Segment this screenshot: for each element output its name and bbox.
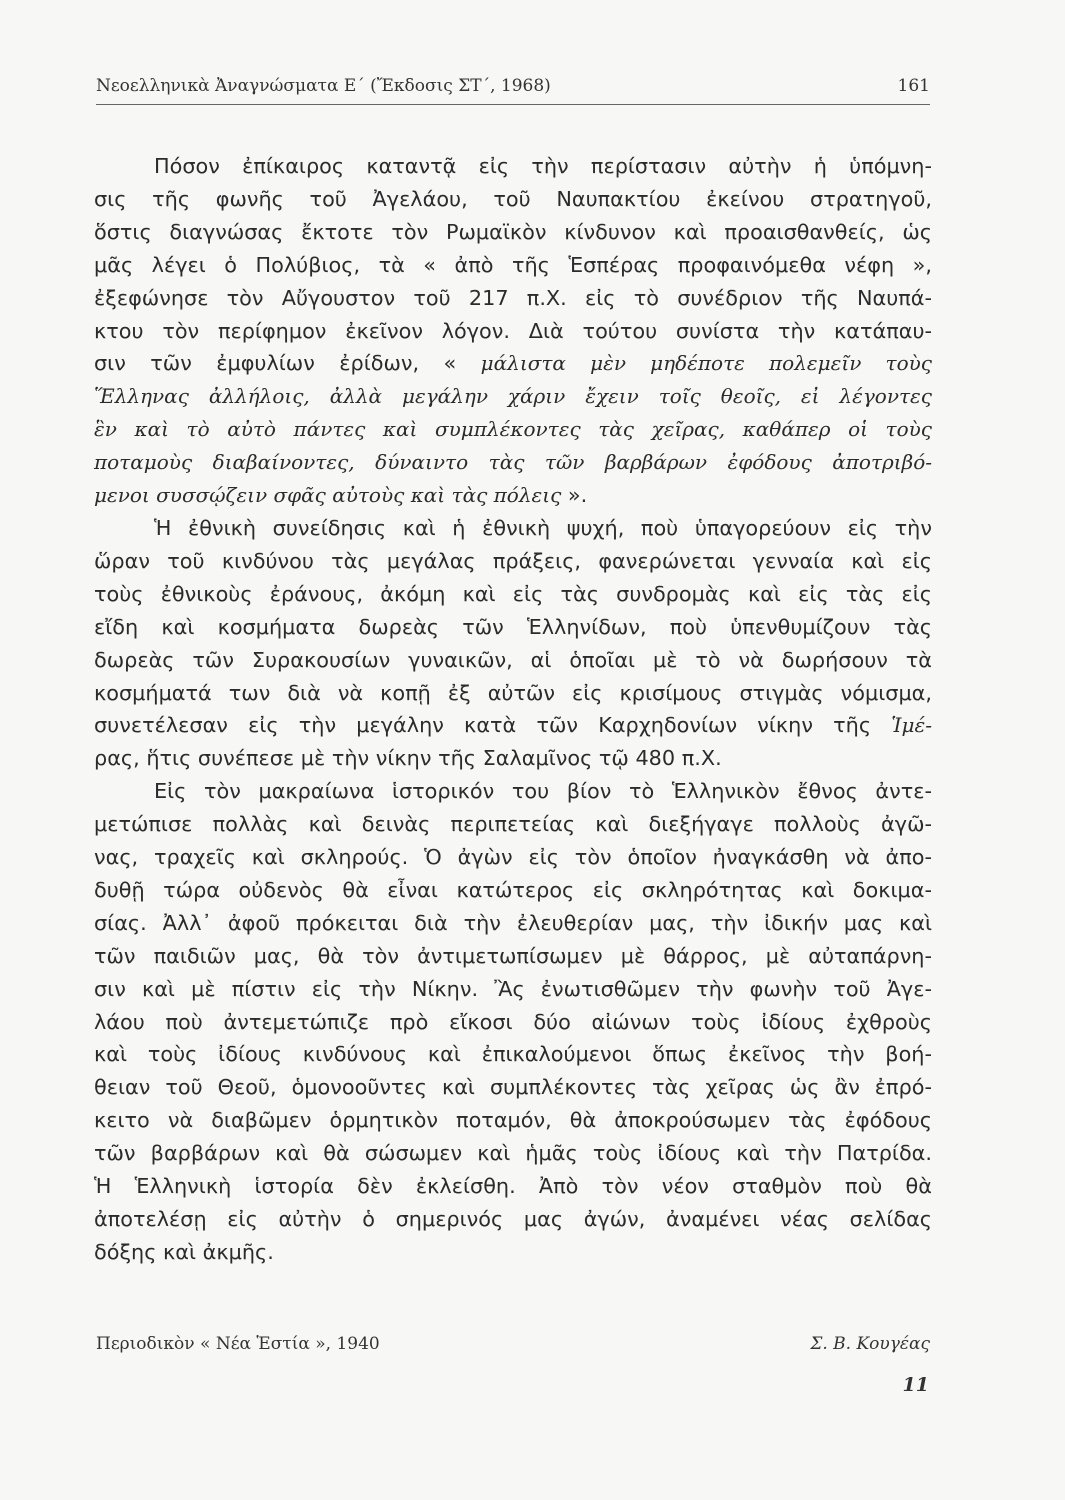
text-line: [94, 1236, 932, 1269]
line-text: λάου ποὺ ἀντεμετώπιζε πρὸ εἴκοσι δύο αἰώνων τοὺς ἰδίους ἐχθροὺς: [94, 1009, 932, 1034]
line-text: Ἡ Ἑλληνικὴ ἱστορία δὲν ἐκλείσθη. Ἀπὸ τὸν νέον σταθμὸν ποὺ θὰ: [94, 1174, 932, 1199]
quoted-italic-text: μάλιστα μὲν μηδέποτε πολεμεῖν τοὺς: [480, 351, 932, 376]
footer: [96, 1334, 930, 1354]
book-title: Νεοελληνικὰ Ἀναγνώσματα Ε΄ (Ἔκδοσις ΣΤ΄, 1968): [96, 76, 551, 96]
text-line: [94, 183, 932, 216]
line-text: ρας, ἥτις συνέπεσε μὲ τὴν νίκην τῆς Σαλαμῖνος τῷ 480 π.Χ.: [94, 746, 722, 771]
text-line: [94, 380, 932, 413]
line-text: δυθῇ τώρα οὐδενὸς θὰ εἶναι κατώτερος εἰς σκληρότητας καὶ δοκιμα-: [94, 877, 932, 902]
body-text: [94, 150, 932, 1269]
line-text: σιν τῶν ἐμφυλίων ἐρίδων, «: [94, 351, 481, 376]
line-text: δωρεὰς τῶν Συρακουσίων γυναικῶν, αἱ ὁποῖαι μὲ τὸ νὰ δωρήσουν τὰ: [94, 647, 932, 672]
line-text: ἀποτελέσῃ εἰς αὐτὴν ὁ σημερινός μας ἀγών, ἀναμένει νέας σελίδας: [94, 1207, 932, 1231]
line-text: δόξης καὶ ἀκμῆς.: [94, 1239, 274, 1264]
line-tail: ».: [561, 483, 588, 508]
text-line: [94, 1170, 932, 1203]
text-line: [94, 1006, 932, 1039]
quoted-italic-text: Ἕλληνας ἀλλήλοις, ἀλλὰ μεγάλην χάριν ἔχειν τοῖς θεοῖς, εἰ λέγοντες: [94, 384, 932, 409]
line-text: Πόσον ἐπίκαιρος καταντᾷ εἰς τὴν περίστασιν αὐτὴν ἡ ὑπόμνη-: [154, 154, 932, 178]
line-text: τῶν παιδιῶν μας, θὰ τὸν ἀντιμετωπίσωμεν μὲ θάρρος, μὲ αὐταπάρνη-: [94, 943, 932, 968]
text-line: [94, 282, 932, 315]
text-line: [94, 1203, 932, 1236]
text-line: [94, 150, 932, 183]
line-text: μᾶς λέγει ὁ Πολύβιος, τὰ « ἀπὸ τῆς Ἑσπέρας προφαινόμεθα νέφη »,: [94, 252, 932, 277]
line-text: κειτο νὰ διαβῶμεν ὁρμητικὸν ποταμόν, θὰ ἀποκρούσωμεν τὰς ἐφόδους: [94, 1108, 932, 1133]
line-text: νας, τραχεῖς καὶ σκληρούς. Ὁ ἀγὼν εἰς τὸν ὁποῖον ἠναγκάσθη νὰ ἀπο-: [94, 845, 932, 870]
line-text: σις τῆς φωνῆς τοῦ Ἀγελάου, τοῦ Ναυπακτίου ἐκείνου στρατηγοῦ,: [94, 186, 932, 211]
text-line: [94, 775, 932, 808]
line-text: κτου τὸν περίφημον ἐκεῖνον λόγον. Διὰ τούτου συνίστα τὴν κατάπαυ-: [94, 318, 932, 343]
text-line: [94, 1038, 932, 1071]
text-line: [94, 479, 932, 512]
line-text: εἴδη καὶ κοσμήματα δωρεὰς τῶν Ἑλληνίδων, ποὺ ὑπενθυμίζουν τὰς: [94, 614, 932, 639]
text-line: [94, 611, 932, 644]
text-line: [94, 874, 932, 907]
quoted-italic-text: ποταμοὺς διαβαίνοντες, δύναιντο τὰς τῶν βαρβάρων ἐφόδους ἀποτριβό-: [94, 450, 932, 475]
text-line: [94, 315, 932, 348]
text-line: [94, 677, 932, 710]
line-text: ὥραν τοῦ κινδύνου τὰς μεγάλας πράξεις, φανερώνεται γενναία καὶ εἰς: [94, 548, 932, 573]
text-line: [94, 1071, 932, 1104]
line-text: καὶ τοὺς ἰδίους κινδύνους καὶ ἐπικαλούμενοι ὅπως ἐκεῖνος τὴν βοή-: [94, 1042, 932, 1067]
text-line: [94, 216, 932, 249]
line-text: ὅστις διαγνώσας ἔκτοτε τὸν Ρωμαϊκὸν κίνδυνον καὶ προαισθανθείς, ὡς: [94, 219, 932, 244]
quoted-italic-text: μενοι συσσῴζειν σφᾶς αὐτοὺς καὶ τὰς πόλεις: [94, 483, 562, 508]
text-line: [94, 249, 932, 282]
line-text: μετώπισε πολλὰς καὶ δεινὰς περιπετείας καὶ διεξήγαγε πολλοὺς ἀγῶ-: [94, 812, 932, 837]
line-text: τοὺς ἐθνικοὺς ἐράνους, ἀκόμη καὶ εἰς τὰς συνδρομὰς καὶ εἰς τὰς εἰς: [94, 581, 932, 606]
text-line: [94, 1104, 932, 1137]
running-head: [96, 76, 930, 96]
line-text: ἐξεφώνησε τὸν Αὔγουστον τοῦ 217 π.Χ. εἰς τὸ συνέδριον τῆς Ναυπά-: [94, 285, 932, 310]
text-line: [94, 841, 932, 874]
text-line: [94, 512, 932, 545]
signature-mark: 11: [902, 1374, 929, 1396]
line-text: σιν καὶ μὲ πίστιν εἰς τὴν Νίκην. Ἂς ἐνωτισθῶμεν τὴν φωνὴν τοῦ Ἀγε-: [94, 976, 932, 1001]
text-line: [94, 644, 932, 677]
text-line: [94, 907, 932, 940]
text-line: [94, 578, 932, 611]
text-line: [94, 973, 932, 1006]
source-citation: Περιοδικὸν « Νέα Ἑστία », 1940: [96, 1334, 380, 1354]
line-text: σίας. Ἀλλ᾽ ἀφοῦ πρόκειται διὰ τὴν ἐλευθερίαν μας, τὴν ἰδικήν μας καὶ: [94, 910, 932, 935]
page-number: 161: [897, 76, 930, 96]
line-text: συνετέλεσαν εἰς τὴν μεγάλην κατὰ τῶν Καρχηδονίων νίκην τῆς: [94, 713, 892, 738]
text-line: [94, 347, 932, 380]
quoted-italic-text: Ἱμέ-: [891, 713, 932, 738]
author-name: Σ. Β. Κουγέας: [810, 1334, 930, 1354]
quoted-italic-text: ἓν καὶ τὸ αὐτὸ πάντες καὶ συμπλέκοντες τὰς χεῖρας, καθάπερ οἱ τοὺς: [94, 417, 932, 442]
text-line: [94, 545, 932, 578]
text-line: [94, 446, 932, 479]
header-rule: [96, 104, 930, 105]
text-line: [94, 808, 932, 841]
text-line: [94, 940, 932, 973]
line-text: τῶν βαρβάρων καὶ θὰ σώσωμεν καὶ ἡμᾶς τοὺς ἰδίους καὶ τὴν Πατρίδα.: [94, 1141, 932, 1166]
line-text: θειαν τοῦ Θεοῦ, ὁμονοοῦντες καὶ συμπλέκοντες τὰς χεῖρας ὡς ἂν ἐπρό-: [94, 1075, 932, 1100]
line-text: Ἡ ἐθνικὴ συνείδησις καὶ ἡ ἐθνικὴ ψυχή, ποὺ ὑπαγορεύουν εἰς τὴν: [154, 515, 932, 540]
text-line: [94, 742, 932, 775]
text-line: [94, 709, 932, 742]
line-text: κοσμήματά των διὰ νὰ κοπῇ ἐξ αὐτῶν εἰς κρισίμους στιγμὰς νόμισμα,: [94, 680, 932, 705]
text-line: [94, 1137, 932, 1170]
line-text: Εἰς τὸν μακραίωνα ἱστορικόν του βίον τὸ Ἑλληνικὸν ἔθνος ἀντε-: [154, 779, 932, 804]
text-line: [94, 413, 932, 446]
